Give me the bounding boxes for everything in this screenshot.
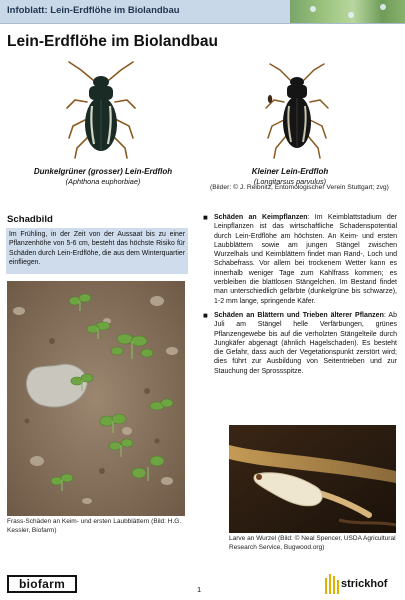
beetle-large-latin: (Aphthona euphorbiae) bbox=[65, 176, 141, 186]
larva-photo-caption: Larve an Wurzel (Bild: © Neal Spencer, USDA Agricultural Research Service, Bugwood.org) bbox=[229, 535, 396, 551]
flower-dot bbox=[380, 4, 386, 10]
header-bar bbox=[0, 0, 405, 24]
damage-list bbox=[202, 213, 397, 381]
list-item bbox=[202, 213, 397, 306]
list-item bbox=[202, 311, 397, 376]
beetle-small-name: Kleiner Lein-Erdfloh bbox=[251, 167, 329, 176]
beetle-large-name: Dunkelgrüner (grosser) Lein-Erdfloh bbox=[33, 167, 173, 176]
page-number: 1 bbox=[197, 585, 202, 594]
bullet-icon: ■ bbox=[203, 213, 208, 222]
beetle-size-marker bbox=[266, 94, 274, 104]
intro-box: Im Frühling, in der Zeit von der Aussaat bis zu einer Pflanzenhöhe von 5-6 cm, besteht das höchste Risiko für Schäden durch Lein-Erdflöhe, die aus dem Winterquartier einfliegen. bbox=[6, 228, 188, 274]
flower-dot bbox=[348, 12, 354, 18]
strickhof-mark-icon bbox=[323, 572, 341, 596]
header-photo-strip bbox=[290, 0, 405, 23]
beetle-small-latin: (Longitarsus parvulus) bbox=[253, 176, 327, 186]
bullet-heading: Schäden an Keimpflanzen bbox=[214, 214, 308, 221]
beetle-large-image bbox=[63, 60, 139, 162]
strickhof-logo bbox=[323, 572, 399, 596]
bullet-heading: Schäden an Blättern und Trieben älterer Pflanzen bbox=[214, 311, 384, 319]
flower-dot bbox=[310, 6, 316, 12]
biofarm-logo: biofarm bbox=[7, 575, 77, 593]
section-heading: Schadbild bbox=[7, 214, 53, 225]
seedling-photo-caption: Frass-Schäden an Keim- und ersten Laubblättern (Bild: H.G. Kessler, Biofarm) bbox=[7, 518, 182, 534]
beetle-small-image bbox=[262, 62, 332, 162]
bullet-icon: ■ bbox=[203, 310, 208, 320]
beetle-large-caption bbox=[18, 167, 188, 186]
header-label: Infoblatt: Lein-Erdflöhe im Biolandbau bbox=[7, 5, 180, 16]
page-title: Lein-Erdflöhe im Biolandbau bbox=[7, 33, 218, 50]
bullet-text: : Im Keimblattstadium der Leinpflanzen ist das wirtschaftliche Schadenspotential durch Lein-Erdflöhe am höchsten. An Keim- und ersten Laubblättern sowie am jungen Stängel zwischen Wurzelhals und Keimblättern findet man Rand-, Loch und Schabefrass. Vor allem bei trockenem Wetter kann es innerhalb weniger Tage zum Kahlfrass kommen; es verbleiben die blattlosen Stängelchen. Im Bestand findet man unterschiedlich gefärbte (dunkelgrüne bis schwarze), 1-2 mm lange, springende Käfer. bbox=[214, 214, 397, 305]
bullet-text: : Ab Juli am Stängel helle Verfärbungen, grünes Pflanzengewebe bis auf die verholzten Stängelteile durch Jungkäfer abgenagt (ähnlich Hagelschaden). Es besteht die Gefahr, dass auch der Vegetationspunkt zerstört wird; dies führt zur Ausbildung von Seitentrieben und zur Stauchung der Sprossspitze. bbox=[214, 311, 397, 375]
larva-photo bbox=[229, 425, 396, 533]
seedling-photo bbox=[7, 281, 185, 516]
strickhof-logo-text: strickhof bbox=[341, 578, 388, 590]
beetle-photo-credit: (Bilder: © J. Reibnitz, Entomologischer Verein Stuttgart; zvg) bbox=[210, 184, 389, 191]
